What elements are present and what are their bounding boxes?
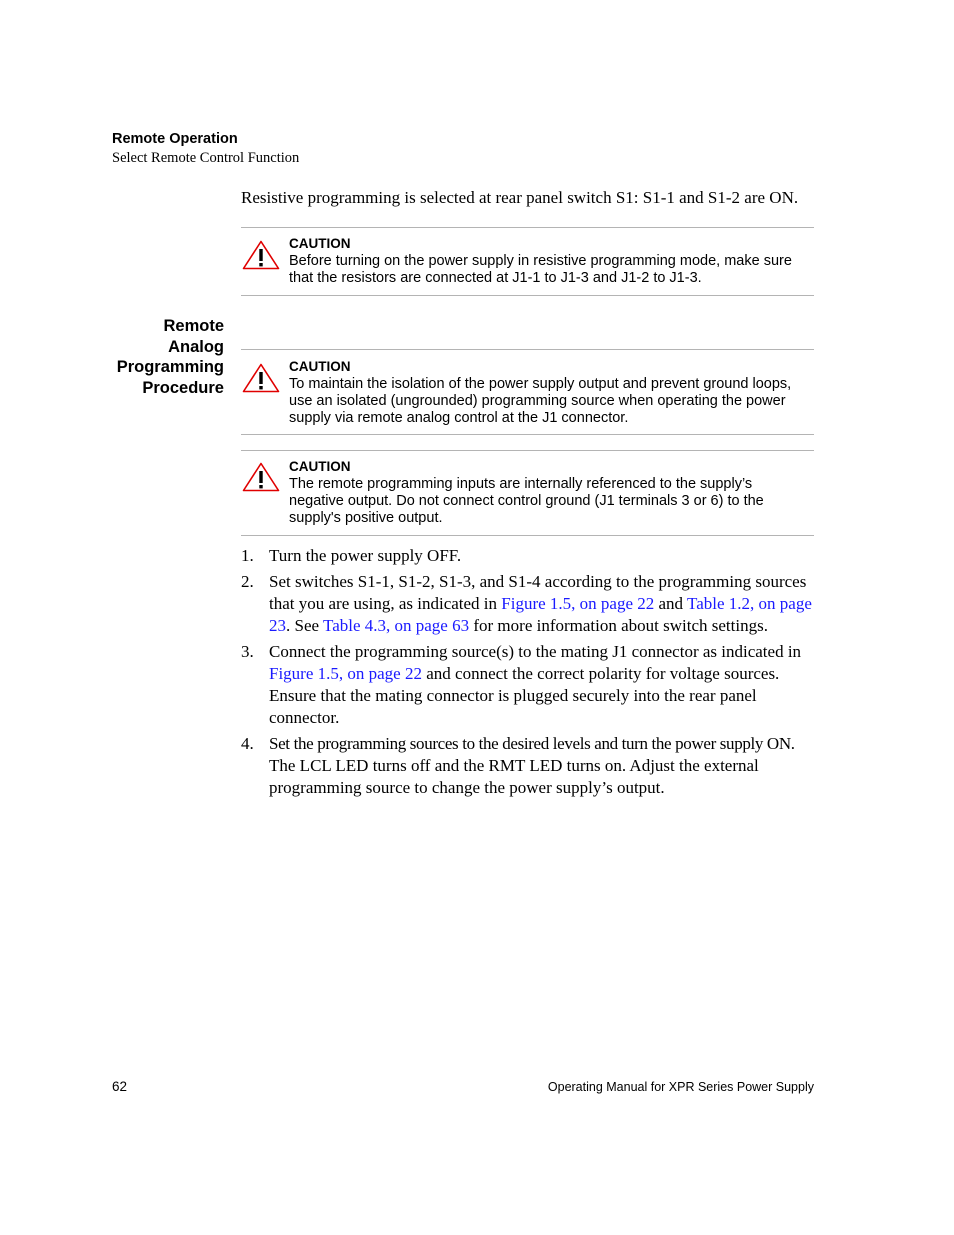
- side-heading-line: Analog: [168, 337, 224, 356]
- step-line: [269, 593, 816, 615]
- manual-title: Operating Manual for XPR Series Power Supply: [547, 1080, 814, 1094]
- caution-line: Before turning on the power supply in resistive programming mode, make sure: [289, 253, 792, 269]
- step-text: for more information about switch settings.: [469, 616, 768, 635]
- procedure-steps: [241, 545, 816, 803]
- caution-box-2: [241, 349, 814, 435]
- side-heading-line: Procedure: [142, 378, 224, 397]
- step-item: [241, 733, 816, 799]
- caution-line: that the resistors are connected at J1-1 to J1-3 and J1-2 to J1-3.: [289, 270, 702, 286]
- caution-box-1: [241, 227, 814, 296]
- caution-line: To maintain the isolation of the power supply output and prevent ground loops,: [289, 376, 792, 392]
- caution-text: [289, 476, 814, 527]
- caution-line: use an isolated (ungrounded) programming source when operating the power: [289, 393, 786, 409]
- step-number: 2.: [241, 572, 254, 591]
- intro-paragraph: Resistive programming is selected at rear panel switch S1: S1-1 and S1-2 are ON.: [241, 188, 799, 207]
- warning-triangle-icon: [242, 363, 280, 393]
- step-text: and: [654, 594, 688, 613]
- link-table-1-2-cont[interactable]: 23: [269, 616, 286, 635]
- section-title: Remote Operation: [112, 131, 238, 147]
- step-text: . See: [286, 616, 323, 635]
- step-text: that you are using, as indicated in: [269, 594, 502, 613]
- step-number: 4.: [241, 734, 254, 753]
- step-number: 3.: [241, 642, 254, 661]
- link-table-1-2[interactable]: Table 1.2, on page: [687, 594, 812, 613]
- caution-box-3: [241, 450, 814, 536]
- step-item: [241, 641, 816, 729]
- caution-line: supply's positive output.: [289, 510, 443, 526]
- subsection-title: Select Remote Control Function: [112, 150, 300, 166]
- caution-line: supply via remote analog control at the J1 connector.: [289, 410, 629, 426]
- side-heading-line: Programming: [116, 358, 224, 376]
- step-item: [241, 571, 816, 637]
- caution-line: negative output. Do not connect control ground (J1 terminals 3 or 6) to the: [289, 493, 764, 509]
- step-line: Turn the power supply OFF.: [269, 546, 462, 565]
- step-text: and connect the correct polarity for voltage sources.: [421, 664, 780, 683]
- step-line: Set switches S1-1, S1-2, S1-3, and S1-4 according to the programming sources: [269, 572, 807, 591]
- step-line: [269, 615, 816, 637]
- step-line: Set the programming sources to the desired levels and turn the power supply ON.: [269, 734, 795, 753]
- step-number: 1.: [241, 546, 254, 565]
- caution-text: [289, 253, 814, 287]
- step-item: [241, 545, 816, 567]
- step-line: [269, 663, 816, 685]
- side-heading: [100, 316, 224, 398]
- caution-label: CAUTION: [289, 359, 351, 374]
- step-line: The LCL LED turns off and the RMT LED turns on. Adjust the external: [269, 756, 759, 775]
- step-line: Connect the programming source(s) to the mating J1 connector as indicated in: [269, 642, 802, 661]
- caution-label: CAUTION: [289, 459, 351, 474]
- page-number: 62: [112, 1079, 128, 1094]
- warning-triangle-icon: [242, 240, 280, 270]
- caution-label: CAUTION: [289, 236, 351, 251]
- link-table-4-3[interactable]: Table 4.3, on page 63: [323, 616, 470, 635]
- warning-triangle-icon: [242, 462, 280, 492]
- link-figure-1-5[interactable]: Figure 1.5, on page 22: [269, 664, 422, 683]
- side-heading-line: Remote: [163, 317, 224, 335]
- caution-line: The remote programming inputs are internally referenced to the supply’s: [289, 476, 753, 492]
- step-line: connector.: [269, 708, 340, 727]
- step-line: Ensure that the mating connector is plugged securely into the rear panel: [269, 686, 757, 705]
- caution-text: [289, 376, 814, 427]
- link-figure-1-5[interactable]: Figure 1.5, on page 22: [501, 594, 655, 613]
- step-line: programming source to change the power supply’s output.: [269, 778, 665, 797]
